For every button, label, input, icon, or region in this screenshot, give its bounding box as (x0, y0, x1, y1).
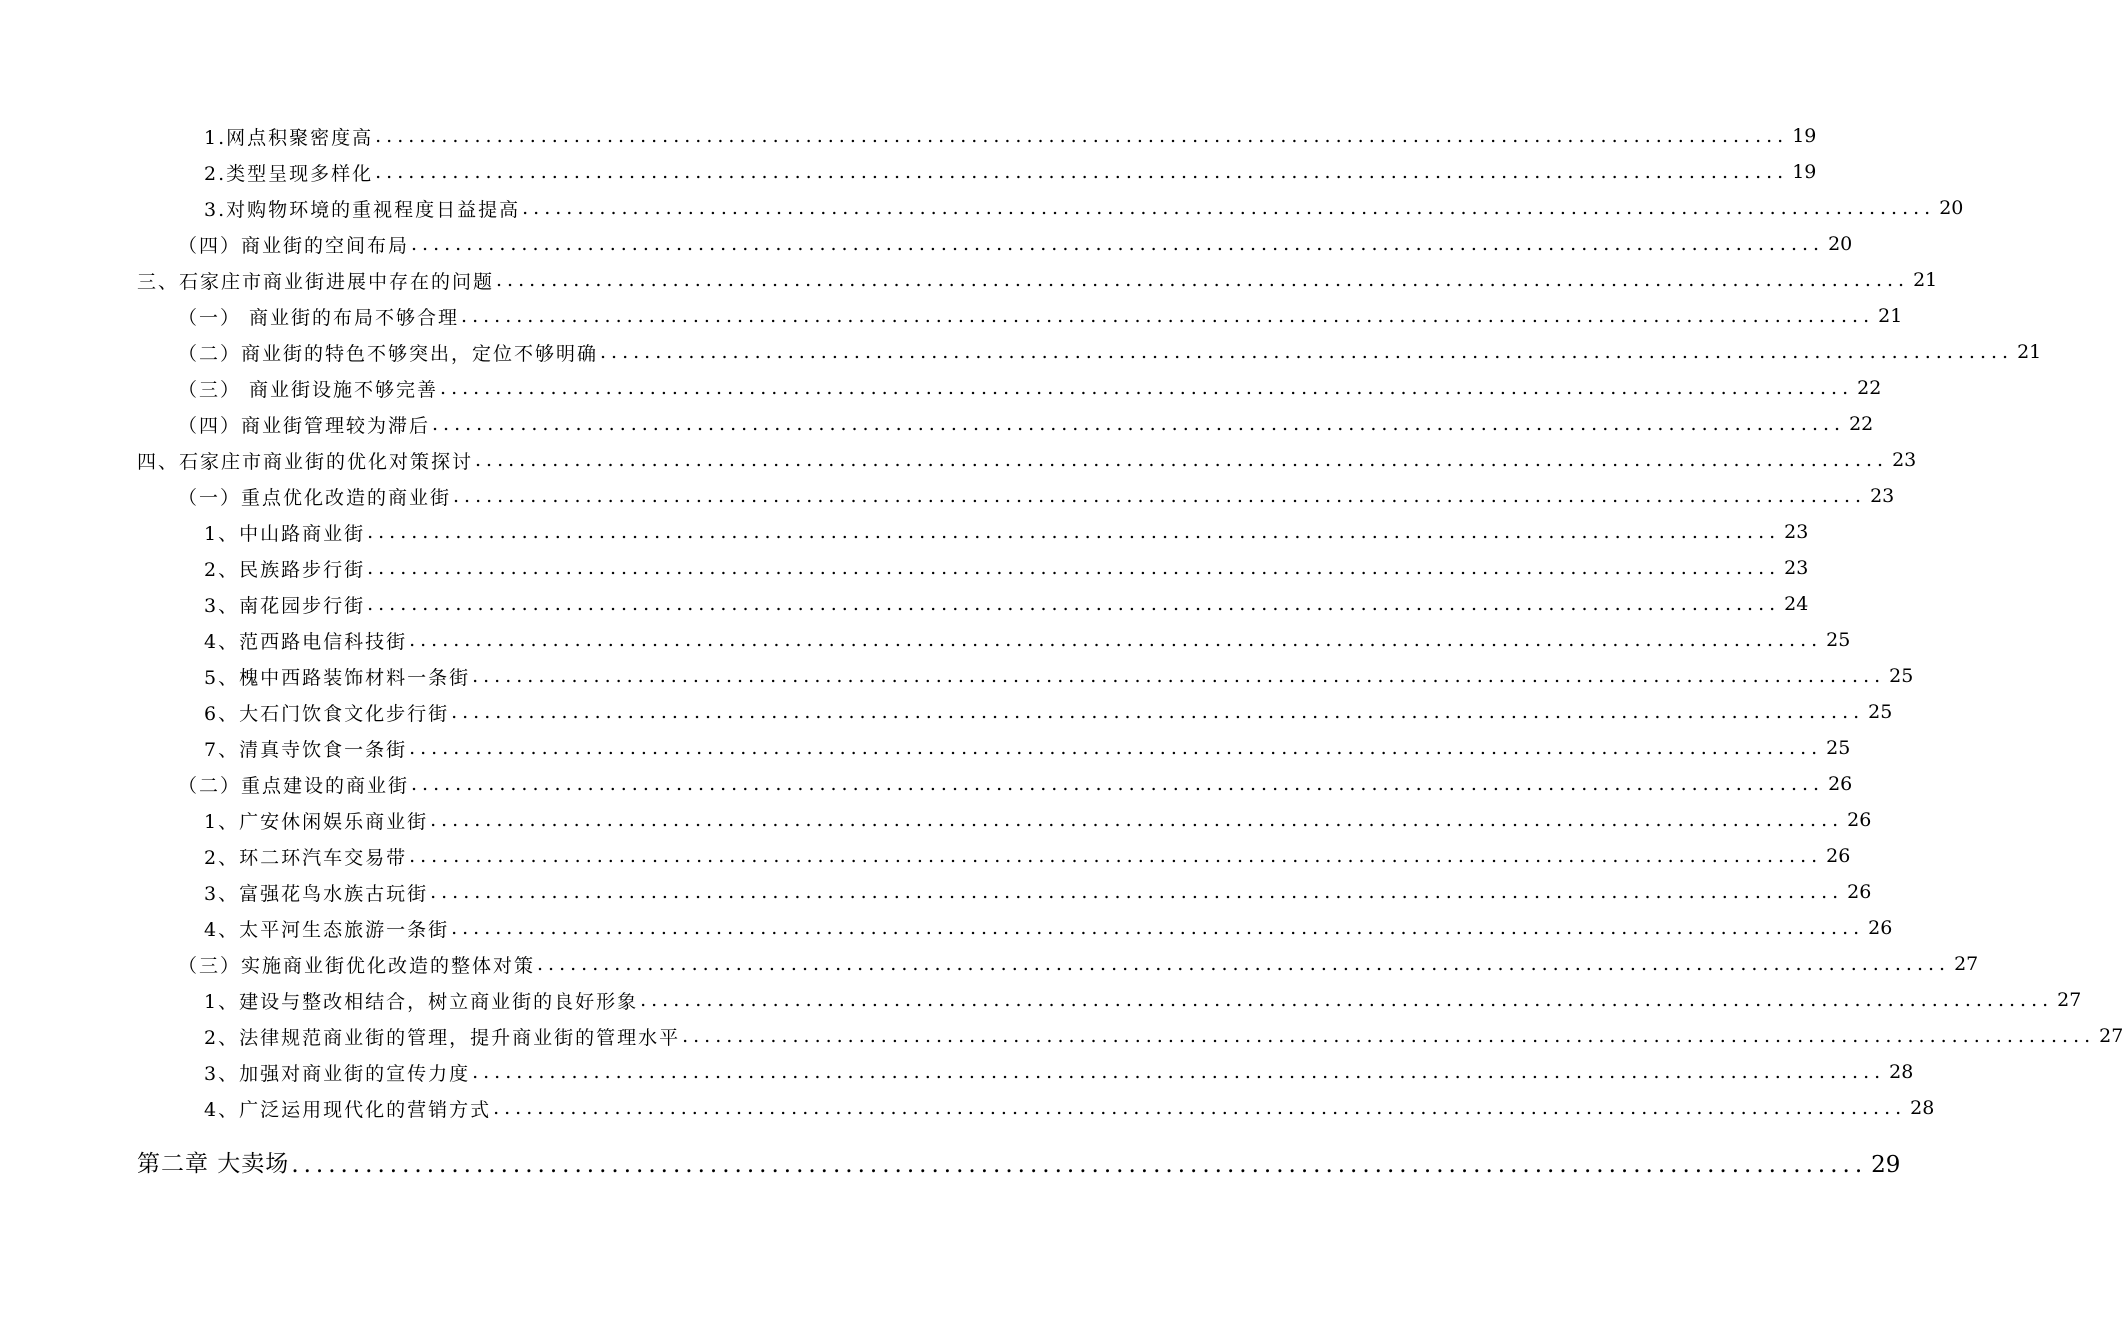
toc-leader-dots: ................................................................................................................................ (411, 233, 1825, 255)
toc-entry-title: （一） 商业街的布局不够合理 (178, 306, 460, 329)
toc-entry-title: 1、建设与整改相结合，树立商业街的良好形象 (204, 990, 639, 1013)
toc-leader-dots: ................................................................................................................................ (430, 809, 1844, 831)
toc-leader-dots: ................................................................................................................................ (453, 485, 1867, 507)
toc-entry[interactable] (0, 658, 1914, 694)
toc-entry-title: （三）实施商业街优化改造的整体对策 (178, 954, 536, 977)
toc-leader-dots: ................................................................................................................................ (409, 845, 1823, 867)
toc-entry-page: 21 (1913, 269, 1938, 291)
toc-leader-dots: ................................................................................................................................ (367, 557, 1781, 579)
toc-entry-title: 1、中山路商业街 (204, 522, 366, 545)
toc-entry-page: 22 (1849, 413, 1874, 435)
toc-entry-title: 第二章 大卖场 (137, 1151, 290, 1177)
toc-entry-title: 2、民族路步行街 (204, 558, 366, 581)
toc-entry[interactable] (0, 874, 1872, 910)
toc-entry-page: 29 (1871, 1152, 1901, 1178)
toc-entry[interactable] (0, 262, 1938, 298)
toc-leader-dots: ................................................................................................................................ (640, 989, 2054, 1011)
toc-entry[interactable] (0, 370, 1882, 406)
toc-leader-dots: ................................................................................................................................ (409, 629, 1823, 651)
toc-entry-page: 26 (1847, 809, 1872, 831)
toc-entry-title: 7、清真寺饮食一条街 (204, 738, 408, 761)
toc-entry[interactable] (0, 1090, 1935, 1126)
toc-leader-dots: ................................................................................................................................ (475, 449, 1889, 471)
toc-entry-page: 26 (1868, 917, 1893, 939)
toc-entry[interactable] (0, 694, 1893, 730)
toc-entry-title: 3、南花园步行街 (204, 594, 366, 617)
toc-entry-title: 5、槐中西路装饰材料一条街 (204, 666, 471, 689)
toc-entry-page: 25 (1889, 665, 1914, 687)
toc-leader-dots: ................................................................................................................................ (375, 161, 1789, 183)
toc-leader-dots: ................................................................................................................................ (367, 521, 1781, 543)
toc-entry-title: 4、广泛运用现代化的营销方式 (204, 1098, 492, 1121)
toc-entry[interactable] (0, 406, 1874, 442)
toc-entry-title: 三、石家庄市商业街进展中存在的问题 (137, 270, 495, 293)
toc-entry[interactable] (0, 730, 1851, 766)
table-of-contents (0, 118, 2123, 1182)
toc-entry-title: 4、范西路电信科技街 (204, 630, 408, 653)
toc-entry[interactable] (0, 478, 1895, 514)
toc-entry-page: 25 (1826, 737, 1851, 759)
toc-leader-dots: ................................................................................................................................ (367, 593, 1781, 615)
toc-entry-page: 27 (2057, 989, 2082, 1011)
toc-entry[interactable] (0, 910, 1893, 946)
toc-leader-dots: ................................................................................................................................ (430, 881, 1844, 903)
toc-entry[interactable] (0, 334, 2042, 370)
toc-entry-page: 27 (1954, 953, 1979, 975)
toc-entry-title: 3、加强对商业街的宣传力度 (204, 1062, 471, 1085)
toc-leader-dots: ................................................................................................................................ (496, 269, 1910, 291)
toc-entry[interactable] (0, 1018, 2123, 1054)
toc-leader-dots: ................................................................................................................................ (493, 1097, 1907, 1119)
toc-entry-page: 20 (1828, 233, 1853, 255)
toc-leader-dots: ................................................................................................................................ (291, 1152, 1868, 1178)
toc-entry[interactable] (0, 586, 1809, 622)
toc-entry-page: 26 (1828, 773, 1853, 795)
toc-entry-title: （四）商业街的空间布局 (178, 234, 410, 257)
toc-entry-page: 26 (1847, 881, 1872, 903)
toc-entry-title: 2.类型呈现多样化 (204, 162, 374, 185)
toc-entry[interactable] (0, 982, 2082, 1018)
toc-entry-page: 21 (2017, 341, 2042, 363)
toc-entry-page: 25 (1826, 629, 1851, 651)
toc-leader-dots: ................................................................................................................................ (451, 701, 1865, 723)
toc-entry-title: （三） 商业街设施不够完善 (178, 378, 439, 401)
toc-entry[interactable] (0, 298, 1903, 334)
toc-entry-page: 24 (1784, 593, 1809, 615)
toc-entry[interactable] (0, 1054, 1914, 1090)
toc-entry[interactable] (0, 514, 1809, 550)
toc-entry[interactable] (0, 154, 1817, 190)
toc-leader-dots: ................................................................................................................................ (472, 1061, 1886, 1083)
toc-entry-page: 28 (1910, 1097, 1935, 1119)
toc-entry-title: 1.网点积聚密度高 (204, 126, 374, 149)
toc-entry-title: （一）重点优化改造的商业街 (178, 486, 452, 509)
toc-leader-dots: ................................................................................................................................ (451, 917, 1865, 939)
toc-entry[interactable] (0, 550, 1809, 586)
toc-entry-title: 1、广安休闲娱乐商业街 (204, 810, 429, 833)
toc-entry-title: 6、大石门饮食文化步行街 (204, 702, 450, 725)
toc-entry-title: 4、太平河生态旅游一条街 (204, 918, 450, 941)
toc-leader-dots: ................................................................................................................................ (472, 665, 1886, 687)
toc-entry-page: 27 (2099, 1025, 2123, 1047)
toc-chapter-entry[interactable] (0, 1126, 1901, 1182)
toc-leader-dots: ................................................................................................................................ (440, 377, 1854, 399)
toc-entry[interactable] (0, 190, 1964, 226)
toc-entry-title: 四、石家庄市商业街的优化对策探讨 (137, 450, 474, 473)
toc-entry-page: 28 (1889, 1061, 1914, 1083)
toc-entry[interactable] (0, 838, 1851, 874)
toc-entry[interactable] (0, 442, 1917, 478)
toc-leader-dots: ................................................................................................................................ (409, 737, 1823, 759)
toc-entry-title: 3.对购物环境的重视程度日益提高 (204, 198, 521, 221)
toc-entry-page: 20 (1939, 197, 1964, 219)
toc-leader-dots: ................................................................................................................................ (432, 413, 1846, 435)
toc-entry-page: 23 (1870, 485, 1895, 507)
toc-entry-page: 25 (1868, 701, 1893, 723)
toc-entry-page: 22 (1857, 377, 1882, 399)
toc-leader-dots: ................................................................................................................................ (461, 305, 1875, 327)
toc-entry[interactable] (0, 622, 1851, 658)
toc-leader-dots: ................................................................................................................................ (375, 125, 1789, 147)
toc-leader-dots: ................................................................................................................................ (682, 1025, 2096, 1047)
toc-entry-page: 26 (1826, 845, 1851, 867)
toc-entry[interactable] (0, 766, 1853, 802)
toc-entry-title: （二）商业街的特色不够突出，定位不够明确 (178, 342, 599, 365)
toc-entry-page: 19 (1792, 161, 1817, 183)
toc-leader-dots: ................................................................................................................................ (522, 197, 1936, 219)
toc-entry-title: （四）商业街管理较为滞后 (178, 414, 431, 437)
toc-entry-page: 21 (1878, 305, 1903, 327)
toc-entry-title: 2、法律规范商业街的管理，提升商业街的管理水平 (204, 1026, 681, 1049)
toc-entry[interactable] (0, 226, 1853, 262)
toc-entry-title: 3、富强花鸟水族古玩街 (204, 882, 429, 905)
toc-entry-title: （二）重点建设的商业街 (178, 774, 410, 797)
toc-entry-title: 2、环二环汽车交易带 (204, 846, 408, 869)
toc-entry-page: 23 (1784, 557, 1809, 579)
toc-entry[interactable] (0, 118, 1817, 154)
toc-entry-page: 23 (1784, 521, 1809, 543)
toc-leader-dots: ................................................................................................................................ (537, 953, 1951, 975)
toc-entry[interactable] (0, 802, 1872, 838)
toc-entry-page: 23 (1892, 449, 1917, 471)
toc-entry-page: 19 (1792, 125, 1817, 147)
toc-leader-dots: ................................................................................................................................ (600, 341, 2014, 363)
toc-leader-dots: ................................................................................................................................ (411, 773, 1825, 795)
toc-entry[interactable] (0, 946, 1979, 982)
